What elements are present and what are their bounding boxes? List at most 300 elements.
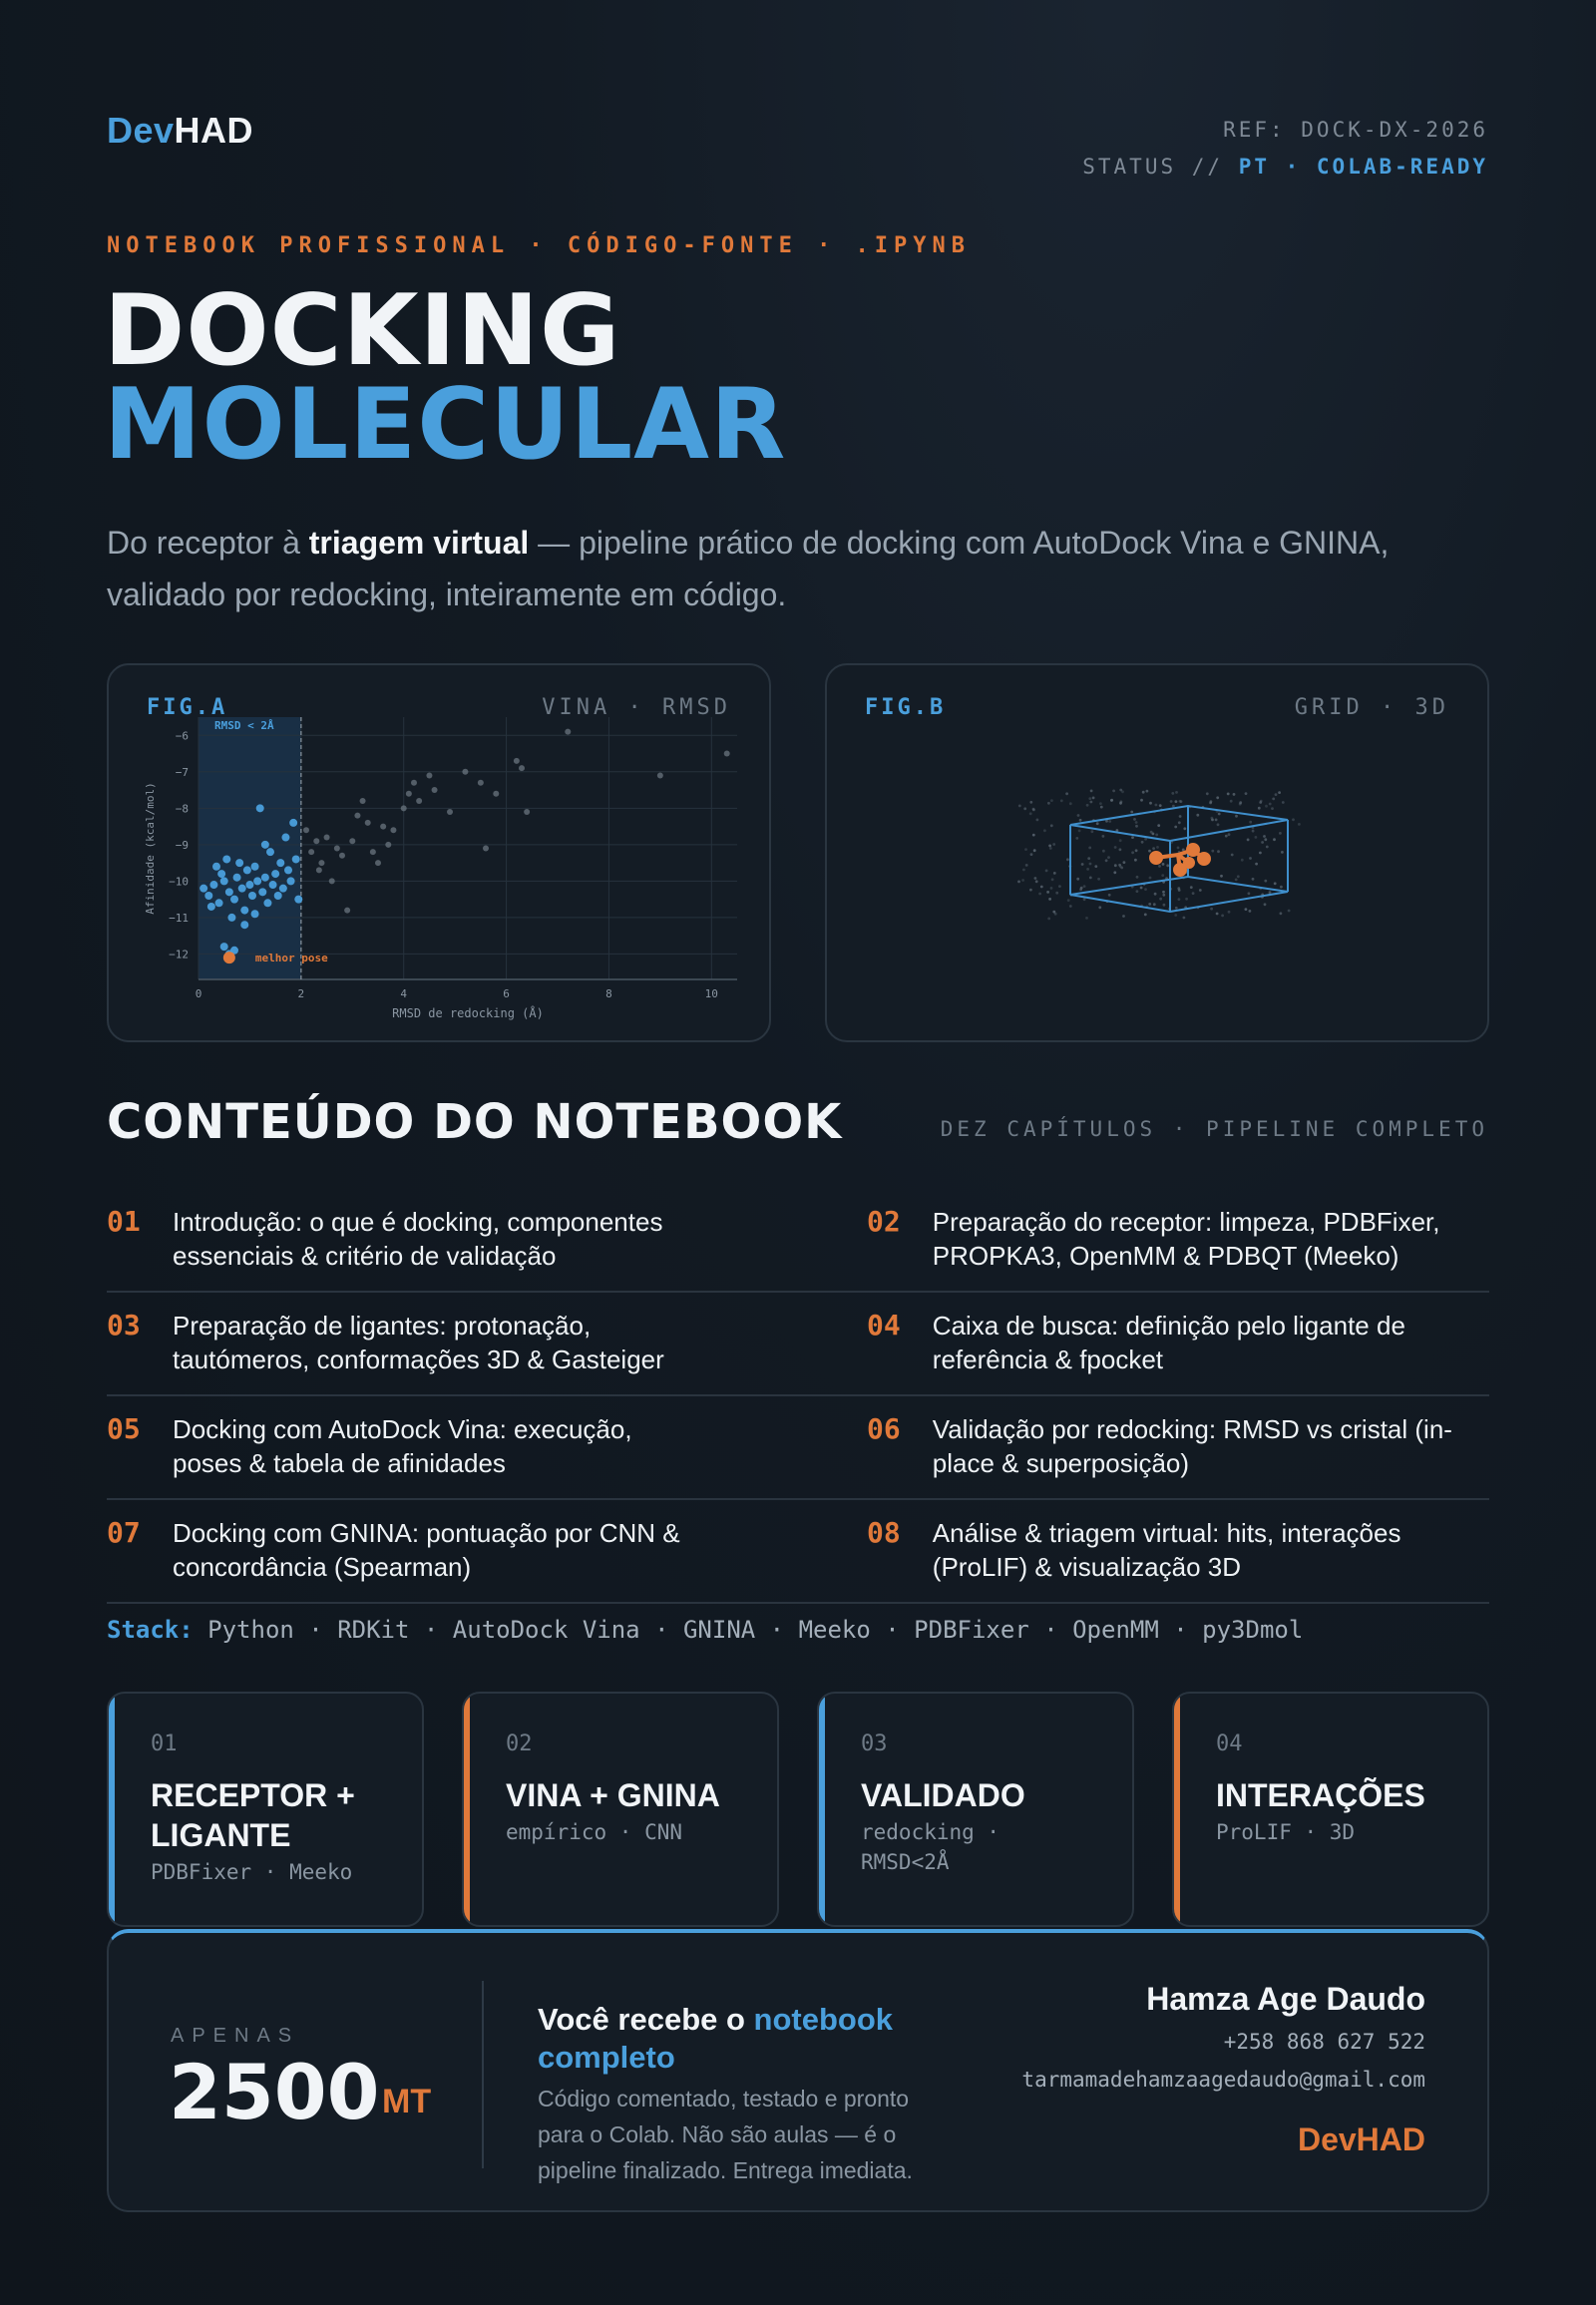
- data-point: [390, 827, 396, 833]
- offer-headline-highlight: notebook completo: [538, 2002, 894, 2075]
- data-point: [344, 908, 350, 914]
- protein-atom-dot: [1235, 879, 1238, 882]
- y-tick-label: −11: [169, 911, 189, 925]
- protein-atom-dot: [1088, 797, 1091, 800]
- card-subtitle: PDBFixer · Meeko: [151, 1860, 353, 1884]
- protein-atom-dot: [1038, 893, 1041, 896]
- protein-atom-dot: [1217, 823, 1220, 826]
- data-point: [334, 846, 340, 852]
- threshold-zone: [199, 717, 301, 979]
- protein-atom-dot: [1210, 908, 1213, 911]
- offer-headline-pre: Você recebe o: [538, 2002, 754, 2037]
- kicker: NOTEBOOK PROFISSIONAL · CÓDIGO-FONTE · .IPYNB: [107, 233, 972, 258]
- data-point: [385, 842, 391, 848]
- protein-atom-dot: [1255, 863, 1258, 866]
- protein-atom-dot: [1023, 807, 1026, 810]
- protein-atom-dot: [1083, 885, 1086, 888]
- protein-atom-dot: [1135, 821, 1138, 824]
- card-title: VINA + GNINA: [506, 1777, 720, 1813]
- protein-atom-dot: [1067, 899, 1070, 902]
- chapter-text: Docking com GNINA: pontuação por CNN & concordância (Spearman): [173, 1518, 680, 1582]
- chapter-item: [867, 1189, 1489, 1291]
- card-title: INTERAÇÕES: [1216, 1777, 1425, 1813]
- protein-atom-dot: [1288, 910, 1291, 913]
- protein-atom-dot: [1024, 848, 1027, 851]
- protein-atom-dot: [1054, 913, 1057, 916]
- protein-atom-dot: [1047, 802, 1050, 805]
- protein-atom-dot: [1196, 814, 1199, 817]
- chapter-text: Validação por redocking: RMSD vs cristal (in-place & superposição): [932, 1414, 1452, 1478]
- protein-atom-dot: [1086, 868, 1089, 871]
- protein-atom-dot: [1163, 904, 1166, 907]
- protein-atom-dot: [1210, 800, 1213, 803]
- protein-atom-dot: [1108, 894, 1111, 897]
- card-subtitle: empírico · CNN: [506, 1820, 683, 1844]
- protein-atom-dot: [1060, 799, 1063, 802]
- protein-atom-dot: [1159, 804, 1162, 807]
- card-title: VALIDADO: [861, 1777, 1025, 1813]
- section-title: CONTEÚDO DO NOTEBOOK: [107, 1094, 843, 1150]
- data-point: [416, 798, 422, 804]
- protein-atom-dot: [1228, 911, 1231, 914]
- x-tick-label: 2: [297, 987, 305, 1000]
- protein-atom-dot: [1280, 912, 1283, 915]
- feature-card: [1172, 1692, 1489, 1927]
- protein-atom-dot: [1114, 864, 1117, 867]
- data-point: [248, 892, 256, 900]
- contact-phone[interactable]: +258 868 627 522: [1223, 2030, 1425, 2054]
- protein-atom-dot: [1018, 805, 1021, 808]
- chapter-number: 08: [867, 1516, 901, 1549]
- protein-atom-dot: [1215, 819, 1218, 822]
- protein-atom-dot: [1110, 799, 1113, 802]
- protein-atom-dot: [1050, 887, 1053, 890]
- chapter-item: [107, 1500, 867, 1602]
- data-point: [349, 838, 355, 844]
- protein-atom-dot: [1227, 793, 1230, 796]
- protein-atom-dot: [1050, 824, 1053, 827]
- protein-atom-dot: [1029, 801, 1032, 804]
- status-line: [1082, 149, 1488, 186]
- data-point: [657, 772, 663, 778]
- protein-atom-dot: [1177, 847, 1180, 850]
- protein-atom-dot: [1048, 845, 1051, 848]
- data-point: [235, 859, 243, 867]
- data-point: [207, 903, 215, 911]
- data-point: [200, 885, 207, 893]
- data-point: [380, 824, 386, 830]
- data-point: [245, 881, 253, 889]
- protein-atom-dot: [1272, 798, 1275, 801]
- protein-atom-dot: [1190, 886, 1193, 889]
- protein-atom-dot: [1032, 834, 1035, 837]
- protein-atom-dot: [1134, 859, 1137, 862]
- lede-bold: triagem virtual: [308, 525, 530, 561]
- protein-atom-dot: [1017, 881, 1020, 884]
- protein-atom-dot: [1025, 864, 1028, 867]
- x-tick-label: 4: [400, 987, 408, 1000]
- protein-atom-dot: [1241, 859, 1244, 862]
- chapter-number: 02: [867, 1205, 901, 1238]
- data-point: [324, 835, 330, 841]
- protein-atom-dot: [1140, 799, 1143, 802]
- lede-post: — pipeline prático de docking com AutoDock Vina e GNINA, validado por redocking, inteiramente em código.: [107, 525, 1390, 612]
- protein-atom-dot: [1076, 878, 1079, 881]
- chapter-row: [107, 1500, 1489, 1604]
- protein-atom-dot: [1149, 802, 1152, 805]
- protein-atom-dot: [1292, 818, 1295, 821]
- protein-atom-dot: [1264, 880, 1267, 883]
- protein-atom-dot: [1231, 854, 1234, 857]
- data-point: [318, 860, 324, 866]
- protein-atom-dot: [1105, 859, 1108, 862]
- data-point: [215, 899, 223, 907]
- protein-atom-dot: [1162, 863, 1165, 866]
- data-point: [220, 877, 228, 885]
- protein-atom-dot: [1090, 801, 1093, 804]
- data-point: [478, 780, 484, 786]
- protein-atom-dot: [1199, 889, 1202, 892]
- chapter-row: [107, 1189, 1489, 1293]
- protein-atom-dot: [1079, 819, 1082, 822]
- figure-b-tag: GRID · 3D: [1294, 695, 1449, 720]
- chapter-number: 01: [107, 1205, 141, 1238]
- protein-atom-dot: [1155, 834, 1158, 837]
- chapter-text: Docking com AutoDock Vina: execução, poses & tabela de afinidades: [173, 1414, 632, 1478]
- status-label: STATUS //: [1082, 155, 1224, 179]
- data-point: [253, 877, 261, 885]
- protein-atom-dot: [1036, 819, 1039, 822]
- stack-label: Stack:: [107, 1616, 194, 1644]
- protein-atom-dot: [1259, 852, 1262, 855]
- status-value: PT · COLAB-READY: [1238, 155, 1488, 179]
- data-point: [294, 896, 302, 904]
- card-title: RECEPTOR + LIGANTE: [151, 1777, 355, 1853]
- data-point: [308, 849, 314, 855]
- data-point: [209, 881, 217, 889]
- protein-atom-dot: [1131, 851, 1134, 854]
- protein-atom-dot: [1099, 802, 1102, 805]
- data-point: [292, 855, 300, 863]
- data-point: [220, 943, 228, 951]
- protein-atom-dot: [1052, 843, 1055, 846]
- y-tick-label: −8: [175, 802, 189, 816]
- protein-atom-dot: [1170, 800, 1173, 803]
- protein-atom-dot: [1146, 790, 1149, 793]
- offer-panel: [107, 1929, 1489, 2212]
- protein-atom-dot: [1156, 846, 1159, 849]
- protein-atom-dot: [1255, 836, 1258, 839]
- data-point: [493, 791, 499, 797]
- protein-atom-dot: [1090, 790, 1093, 793]
- y-tick-label: −6: [175, 729, 189, 743]
- protein-atom-dot: [1114, 846, 1117, 849]
- protein-atom-dot: [1225, 835, 1228, 838]
- protein-atom-dot: [1178, 898, 1181, 901]
- data-point: [263, 899, 271, 907]
- contact-block: [1021, 1981, 1425, 2158]
- card-accent-bar: [1174, 1694, 1180, 1925]
- protein-atom-dot: [1148, 903, 1151, 906]
- data-point: [240, 907, 248, 915]
- protein-atom-dot: [1022, 869, 1025, 872]
- data-point: [316, 867, 322, 873]
- data-point: [251, 910, 259, 918]
- stack-items: Python · RDKit · AutoDock Vina · GNINA · Meeko · PDBFixer · OpenMM · py3Dmol: [207, 1616, 1304, 1644]
- protein-atom-dot: [1218, 813, 1221, 816]
- chapter-number: 04: [867, 1309, 901, 1342]
- chapter-item: [107, 1293, 867, 1394]
- protein-atom-dot: [1235, 815, 1238, 818]
- data-point: [724, 751, 730, 757]
- protein-atom-dot: [1216, 913, 1219, 916]
- protein-atom-dot: [1183, 827, 1186, 830]
- chapter-item: [867, 1500, 1489, 1602]
- y-tick-label: −10: [169, 875, 189, 889]
- chapter-text: Preparação de ligantes: protonação, tautómeros, conformações 3D & Gasteiger: [173, 1311, 664, 1374]
- protein-atom-dot: [1178, 821, 1181, 824]
- protein-atom-dot: [1159, 898, 1162, 901]
- protein-atom-dot: [1178, 889, 1181, 892]
- card-accent-bar: [464, 1694, 470, 1925]
- protein-atom-dot: [1075, 837, 1078, 840]
- protein-atom-dot: [1237, 875, 1240, 878]
- card-number: 01: [151, 1731, 178, 1756]
- chapter-text: Introdução: o que é docking, componentes essenciais & critério de validação: [173, 1207, 663, 1271]
- lede: [107, 517, 1503, 620]
- offer-body: Código comentado, testado e pronto para o Colab. Não são aulas — é o pipeline finalizado. Entrega imediata.: [538, 2086, 913, 2183]
- card-accent-bar: [819, 1694, 825, 1925]
- protein-atom-dot: [1258, 807, 1261, 810]
- protein-atom-dot: [1135, 825, 1138, 828]
- protein-atom-dot: [1085, 917, 1088, 920]
- protein-atom-dot: [1029, 812, 1032, 815]
- chapter-text: Caixa de busca: definição pelo ligante de referência & fpocket: [932, 1311, 1405, 1374]
- protein-atom-dot: [1271, 807, 1274, 810]
- protein-atom-dot: [1118, 864, 1121, 867]
- data-point: [514, 758, 520, 764]
- protein-atom-dot: [1228, 833, 1231, 836]
- chapter-text: Análise & triagem virtual: hits, interações (ProLIF) & visualização 3D: [932, 1518, 1401, 1582]
- data-point: [483, 846, 489, 852]
- protein-atom-dot: [1261, 841, 1264, 844]
- y-tick-label: −7: [175, 765, 189, 779]
- data-point: [313, 838, 319, 844]
- protein-atom-dot: [1040, 886, 1043, 889]
- tech-stack: [107, 1616, 1303, 1644]
- protein-atom-dot: [1166, 864, 1169, 867]
- protein-atom-dot: [1172, 805, 1175, 808]
- data-point: [266, 848, 274, 856]
- chapter-number: 07: [107, 1516, 141, 1549]
- protein-atom-dot: [1264, 838, 1267, 841]
- data-point: [289, 819, 297, 827]
- protein-atom-dot: [1180, 800, 1183, 803]
- protein-atom-dot: [1100, 806, 1103, 809]
- scatter-chart: [109, 665, 773, 1044]
- protein-atom-dot: [1102, 850, 1105, 853]
- protein-atom-dot: [1032, 809, 1035, 812]
- protein-atom-dot: [1183, 917, 1186, 920]
- data-point: [261, 841, 269, 849]
- data-point: [256, 804, 264, 812]
- figure-b: [825, 663, 1489, 1042]
- protein-atom-dot: [1113, 871, 1116, 874]
- protein-atom-dot: [1281, 851, 1284, 854]
- protein-atom-dot: [1248, 892, 1251, 895]
- protein-atom-dot: [1051, 878, 1054, 881]
- data-point: [212, 863, 220, 871]
- protein-atom-dot: [1131, 836, 1134, 839]
- chapter-number: 03: [107, 1309, 141, 1342]
- chapter-item: [107, 1189, 867, 1291]
- protein-atom-dot: [1130, 811, 1133, 814]
- protein-atom-dot: [1152, 847, 1155, 850]
- protein-atom-dot: [1066, 858, 1069, 861]
- best-pose-label: melhor pose: [254, 952, 328, 965]
- protein-atom-dot: [1174, 914, 1177, 917]
- protein-atom-dot: [1230, 800, 1233, 803]
- data-point: [462, 769, 468, 775]
- footer-brand: DevHAD: [1297, 2121, 1425, 2157]
- data-point: [230, 896, 238, 904]
- protein-atom-dot: [1069, 905, 1072, 908]
- protein-atom-dot: [1108, 820, 1111, 823]
- protein-atom-dot: [1081, 863, 1084, 866]
- contact-name: Hamza Age Daudo: [1146, 1981, 1425, 2017]
- protein-atom-dot: [1053, 872, 1056, 875]
- card-number: 04: [1216, 1731, 1243, 1756]
- protein-atom-dot: [1162, 891, 1165, 894]
- protein-atom-dot: [1252, 830, 1255, 833]
- protein-atom-dot: [1144, 914, 1147, 917]
- protein-atom-dot: [1080, 887, 1083, 890]
- title-line-1: DOCKING: [104, 274, 621, 388]
- data-point: [204, 892, 212, 900]
- protein-atom-dot: [1047, 918, 1050, 921]
- protein-atom-dot: [1158, 865, 1161, 868]
- data-point: [426, 772, 432, 778]
- x-tick-label: 0: [195, 987, 202, 1000]
- protein-atom-dot: [1046, 891, 1049, 894]
- protein-atom-dot: [1280, 886, 1283, 889]
- data-point: [411, 780, 417, 786]
- card-number: 03: [861, 1731, 888, 1756]
- chapter-number: 05: [107, 1412, 141, 1445]
- chapter-number: 06: [867, 1412, 901, 1445]
- protein-atom-dot: [1141, 841, 1144, 844]
- chapter-item: [867, 1396, 1489, 1498]
- protein-atom-dot: [1033, 849, 1036, 852]
- protein-atom-dot: [1245, 908, 1248, 911]
- protein-atom-dot: [1211, 817, 1214, 820]
- protein-atom-dot: [1269, 891, 1272, 894]
- protein-atom-dot: [1278, 791, 1281, 794]
- protein-atom-dot: [1136, 876, 1139, 879]
- protein-atom-dot: [1274, 882, 1277, 885]
- protein-atom-dot: [1174, 826, 1177, 829]
- title-line-2: MOLECULAR: [104, 368, 787, 482]
- protein-atom-dot: [1083, 898, 1086, 901]
- protein-atom-dot: [1091, 830, 1094, 833]
- chapter-text: Preparação do receptor: limpeza, PDBFixer, PROPKA3, OpenMM & PDBQT (Meeko): [932, 1207, 1440, 1271]
- protein-atom-dot: [1175, 907, 1178, 910]
- y-tick-label: −9: [175, 838, 189, 852]
- protein-atom-dot: [1162, 894, 1165, 897]
- feature-card: [462, 1692, 779, 1927]
- data-point: [269, 881, 277, 889]
- chapter-row: [107, 1293, 1489, 1396]
- protein-atom-dot: [1148, 850, 1151, 853]
- protein-atom-dot: [1266, 846, 1269, 849]
- card-subtitle: redocking · RMSD<2Å: [861, 1820, 1000, 1874]
- protein-atom-dot: [1259, 801, 1262, 804]
- protein-atom-dot: [1088, 847, 1091, 850]
- data-point: [354, 813, 360, 819]
- protein-atom-dot: [1192, 892, 1195, 895]
- protein-atom-dot: [1092, 797, 1095, 800]
- data-point: [258, 888, 266, 896]
- data-point: [274, 892, 282, 900]
- protein-atom-dot: [1206, 792, 1209, 795]
- protein-atom-dot: [1216, 796, 1219, 799]
- protein-atom-dot: [1112, 790, 1115, 793]
- protein-atom-dot: [1069, 802, 1072, 805]
- section-tag: DEZ CAPÍTULOS · PIPELINE COMPLETO: [940, 1117, 1488, 1141]
- protein-atom-dot: [1263, 835, 1266, 838]
- x-tick-label: 10: [704, 987, 718, 1000]
- protein-atom-dot: [1142, 791, 1145, 794]
- protein-atom-dot: [1055, 892, 1058, 895]
- protein-atom-dot: [1144, 888, 1147, 891]
- brand-part-had: HAD: [174, 110, 254, 151]
- protein-atom-dot: [1275, 793, 1278, 796]
- protein-atom-dot: [1133, 818, 1136, 821]
- data-point: [227, 914, 235, 922]
- protein-atom-dot: [1102, 835, 1105, 838]
- data-point: [375, 860, 381, 866]
- protein-atom-dot: [1247, 839, 1250, 842]
- protein-atom-dot: [1029, 889, 1032, 892]
- data-point: [519, 765, 525, 771]
- protein-atom-dot: [1153, 903, 1156, 906]
- x-axis-label: RMSD de redocking (Å): [392, 1006, 544, 1020]
- data-point: [339, 853, 345, 859]
- data-point: [281, 834, 289, 842]
- brand-part-dev: Dev: [107, 110, 175, 151]
- contact-email[interactable]: tarmamadehamzaagedaudo@gmail.com: [1021, 2068, 1425, 2092]
- data-point: [271, 870, 279, 878]
- protein-atom-dot: [1269, 803, 1272, 806]
- protein-atom-dot: [1175, 791, 1178, 794]
- price-prefix: APENAS: [171, 2025, 300, 2047]
- protein-atom-dot: [1043, 829, 1046, 832]
- data-point: [233, 874, 241, 882]
- protein-atom-dot: [1123, 861, 1126, 864]
- protein-atom-dot: [1049, 847, 1052, 850]
- protein-atom-dot: [1279, 832, 1282, 835]
- protein-atom-dot: [1175, 800, 1178, 803]
- protein-atom-dot: [1030, 853, 1033, 856]
- protein-atom-dot: [1135, 849, 1138, 852]
- data-point: [370, 849, 376, 855]
- protein-atom-dot: [1094, 865, 1097, 868]
- protein-atom-dot: [1245, 792, 1248, 795]
- protein-atom-dot: [1045, 870, 1048, 873]
- data-point: [238, 885, 246, 893]
- protein-atom-dot: [1098, 906, 1101, 909]
- protein-atom-dot: [1087, 857, 1090, 860]
